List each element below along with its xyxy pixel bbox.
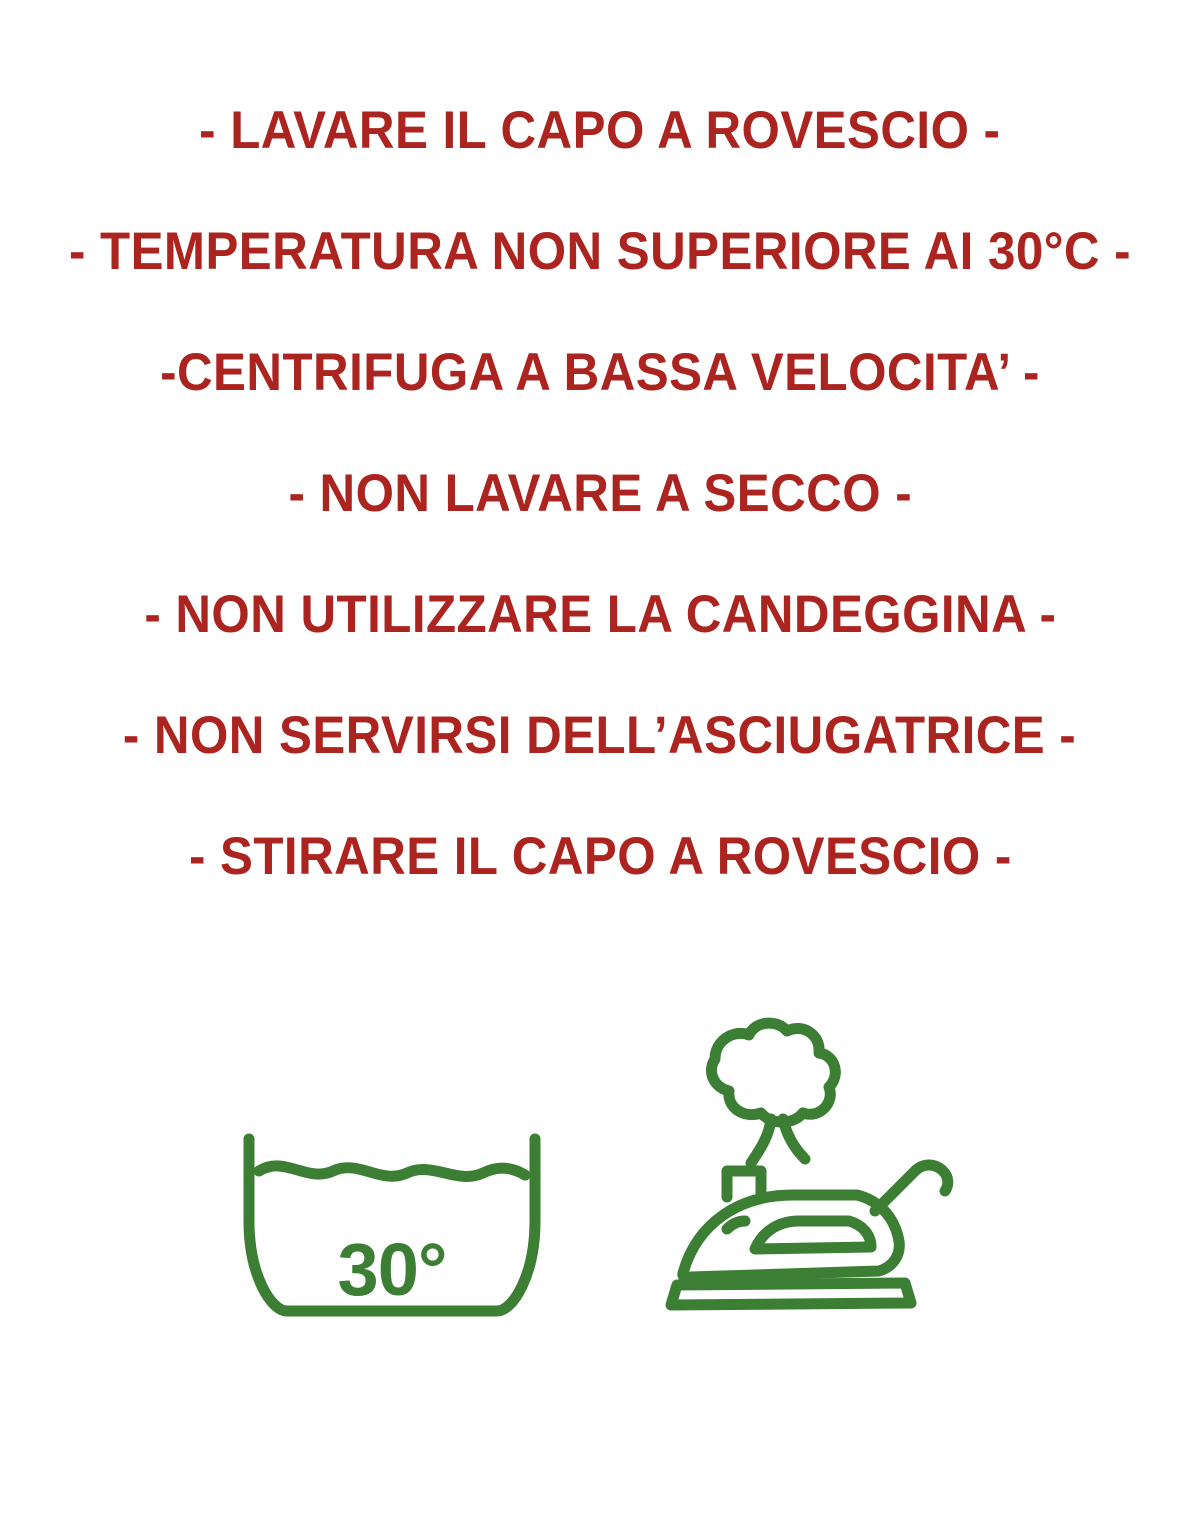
instruction-item: - TEMPERATURA NON SUPERIORE AI 30°C -	[68, 222, 1132, 281]
instruction-item: - NON LAVARE A SECCO -	[288, 464, 912, 523]
wash-tub-shape	[237, 1125, 547, 1325]
care-symbols-row	[0, 1015, 1200, 1325]
wash-tub-30-icon	[237, 1125, 547, 1325]
wash-temperature-label: 30°	[337, 1228, 447, 1311]
instruction-item: - LAVARE IL CAPO A ROVESCIO -	[199, 101, 1001, 160]
instruction-item: - NON UTILIZZARE LA CANDEGGINA -	[143, 585, 1057, 644]
steam-iron-shape	[643, 1015, 963, 1325]
instruction-item: -CENTRIFUGA A BASSA VELOCITA’ -	[160, 343, 1040, 402]
steam-iron-icon	[643, 1015, 963, 1325]
instruction-item: - STIRARE IL CAPO A ROVESCIO -	[188, 827, 1012, 886]
instruction-item: - NON SERVIRSI DELL’ASCIUGATRICE -	[123, 706, 1077, 765]
